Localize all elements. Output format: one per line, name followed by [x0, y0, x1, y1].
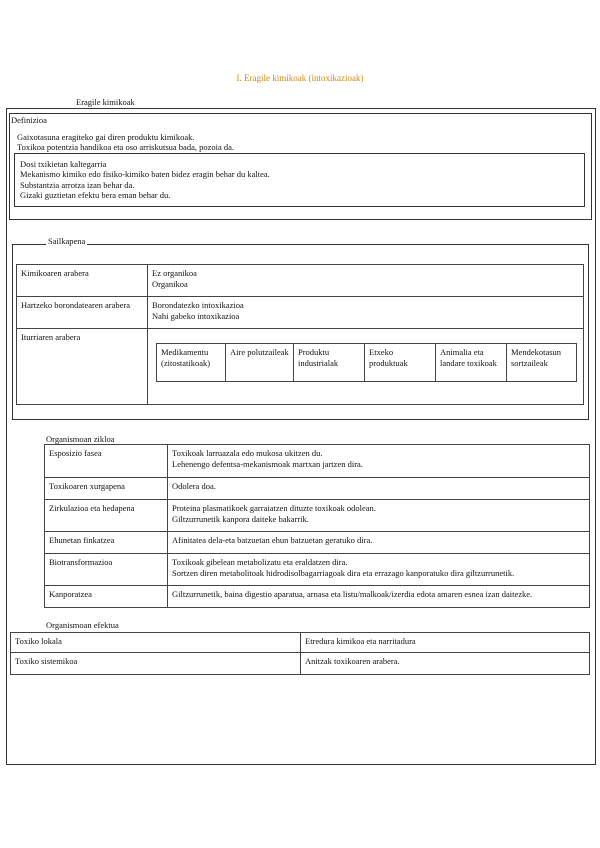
page-title: I. Eragile kimikoak (intoxikazioak)	[236, 73, 364, 83]
sailkapena-row-values: Ez organikoa Organikoa	[148, 265, 584, 297]
sailkapena-sources-cell	[148, 329, 584, 405]
criteria-line-4: Gizaki guztietan efektu bera eman behar du.	[20, 190, 171, 200]
sailkapena-table	[16, 264, 584, 405]
zikloa-row-label: Biotransformazioa	[45, 554, 168, 586]
efektua-description: Anitzak toxikoaren arabera.	[301, 653, 590, 675]
efektua-type: Toxiko sistemikoa	[11, 653, 301, 675]
zikloa-row-text: Odolera doa.	[168, 478, 590, 500]
source-cell: Etxeko produktuak	[365, 344, 436, 382]
zikloa-row-label: Zirkulazioa eta hedapena	[45, 500, 168, 532]
zikloa-row-text: Giltzurrunetik, baina digestio aparatua, arnasa eta listu/malkoak/izerdia edota amaren esnea izan daitezke.	[168, 586, 590, 608]
sailkapena-row-label: Hartzeko borondatearen arabera	[17, 297, 148, 329]
criteria-line-3: Substantzia arrotza izan behar da.	[20, 180, 135, 190]
definizioa-line-2: Toxikoa potentzia handikoa eta oso arriskutsua bada, pozoia da.	[17, 142, 235, 152]
definizioa-heading: Definizioa	[11, 115, 47, 125]
efektua-type: Toxiko lokala	[11, 633, 301, 653]
zikloa-heading: Organismoan zikloa	[46, 434, 115, 444]
source-cell: Mendekotasun sortzaileak	[507, 344, 577, 382]
zikloa-table	[44, 444, 590, 608]
sailkapena-row-values: Borondatezko intoxikazioa Nahi gabeko intoxikazioa	[148, 297, 584, 329]
criteria-line-2: Mekanismo kimiko edo fisiko-kimiko baten bidez eragin behar du kaltea.	[20, 169, 270, 179]
source-cell: Animalia eta landare toxikoak	[436, 344, 507, 382]
zikloa-row-label: Esposizio fasea	[45, 445, 168, 478]
main-label: Eragile kimikoak	[76, 97, 135, 107]
zikloa-row-label: Toxikoaren xurgapena	[45, 478, 168, 500]
source-cell: Medikamentu (zitostatikoak)	[157, 344, 226, 382]
sources-table	[156, 343, 577, 382]
zikloa-row-label: Kanporatzea	[45, 586, 168, 608]
efektua-table	[10, 632, 590, 675]
zikloa-row-label: Ehunetan finkatzea	[45, 532, 168, 554]
sailkapena-heading: Sailkapena	[48, 236, 86, 246]
definizioa-line-1: Gaixotasuna eragiteko gai diren produktu kimikoak.	[17, 132, 195, 142]
zikloa-row-text: Toxikoak larruazala edo mukosa ukitzen du. Lehenengo defentsa-mekanismoak martxan jartzen dira.	[168, 445, 590, 478]
criteria-line-1: Dosi txikietan kaltegarria	[20, 159, 107, 169]
zikloa-row-text: Toxikoak gibelean metabolizatu eta eraldatzen dira. Sortzen diren metabolitoak hidrodisolbagarriagoak dira eta errazago kanporatuko dira giltzurrunetik.	[168, 554, 590, 586]
zikloa-row-text: Afinitatea dela-eta batzuetan ehun batzuetan geratuko dira.	[168, 532, 590, 554]
efektua-heading: Organismoan efektua	[46, 620, 119, 630]
efektua-description: Etredura kimikoa eta narritadura	[301, 633, 590, 653]
sailkapena-row-label: Kimikoaren arabera	[17, 265, 148, 297]
zikloa-row-text: Proteina plasmatikoek garraiatzen dituzte toxikoak odolean. Giltzurrunetik kanpora daiteke bakarrik.	[168, 500, 590, 532]
source-cell: Aire polutzaileak	[226, 344, 294, 382]
source-cell: Produktu industrialak	[294, 344, 365, 382]
sailkapena-row-label: Iturriaren arabera	[17, 329, 148, 405]
